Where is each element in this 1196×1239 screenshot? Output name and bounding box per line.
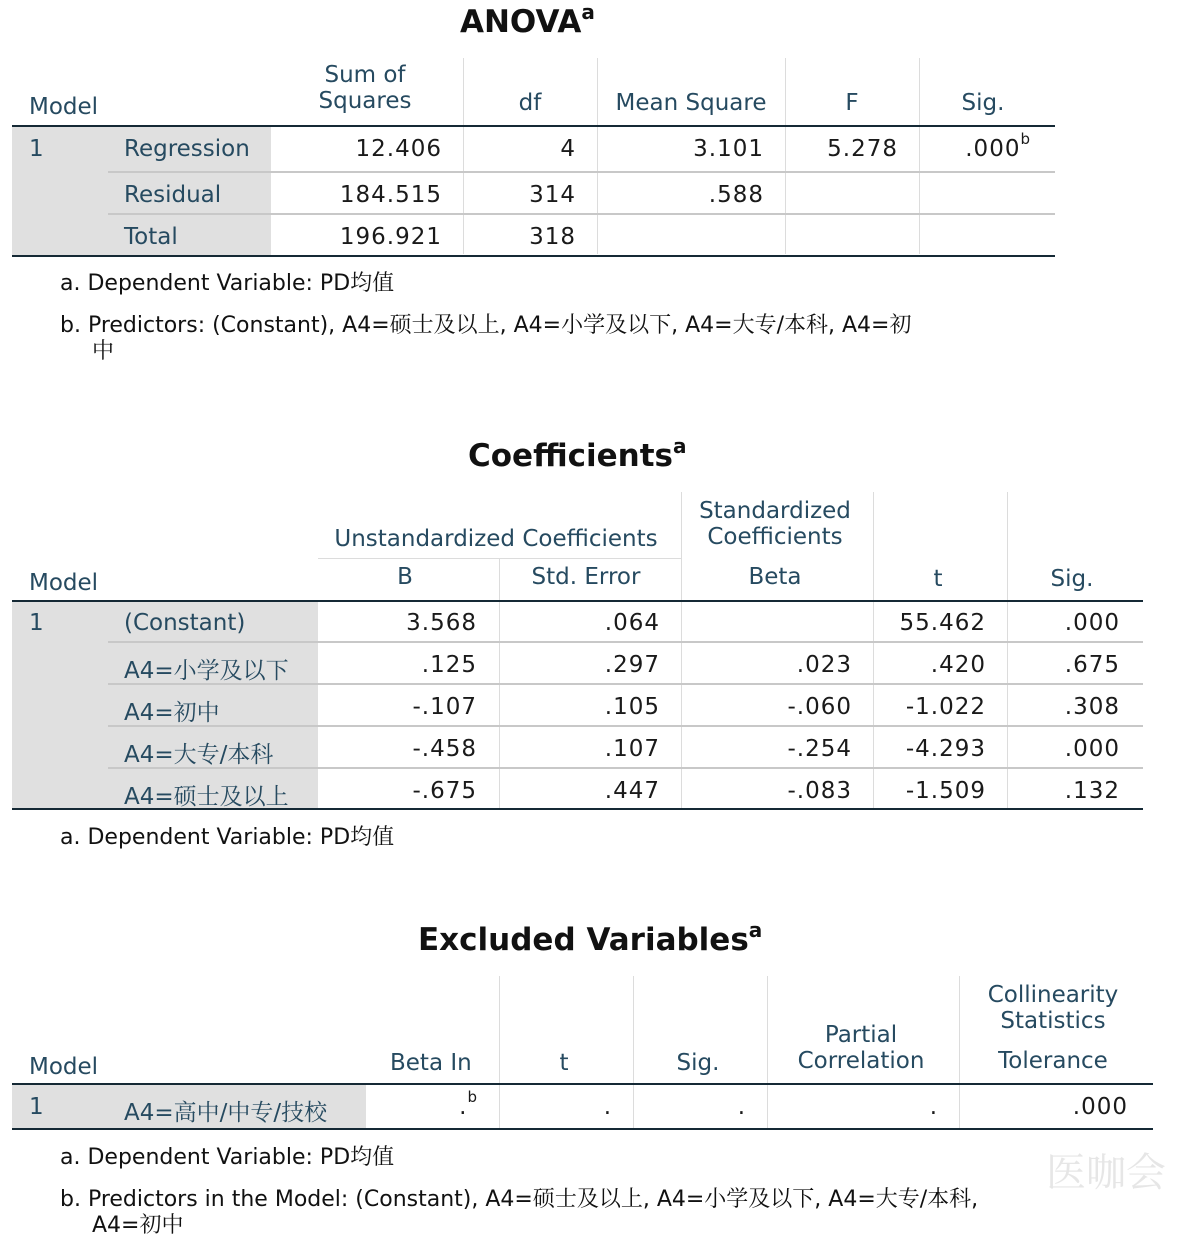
b-cell: -.107 <box>412 694 477 720</box>
std-error-cell: .105 <box>604 694 660 720</box>
std-error-cell: .447 <box>604 778 660 804</box>
f-cell: 5.278 <box>827 136 898 162</box>
coef-header-b: B <box>397 564 413 590</box>
watermark-logo: 医咖会 <box>1046 1150 1166 1196</box>
sig-cell: .308 <box>1064 694 1120 720</box>
sig-cell: .000 <box>1064 610 1120 636</box>
coef-header-unstandardized: Unstandardized Coefficients <box>334 526 658 552</box>
anova-model-number: 1 <box>29 136 44 162</box>
std-error-cell: .107 <box>604 736 660 762</box>
coef-header-model: Model <box>29 570 99 596</box>
beta-cell: .023 <box>796 652 852 678</box>
excl-header-sig: Sig. <box>676 1050 720 1076</box>
b-cell: 3.568 <box>406 610 477 636</box>
coefficients-title: Coefficients$^a$ <box>468 434 687 474</box>
row-label: Total <box>124 224 178 250</box>
sum-squares-cell: 12.406 <box>355 136 442 162</box>
row-label: (Constant) <box>124 610 246 636</box>
sig-cell: .675 <box>1064 652 1120 678</box>
beta-in-cell: .$^b$ <box>459 1088 477 1120</box>
beta-cell: -.060 <box>787 694 852 720</box>
anova-footnote-a: a. Dependent Variable: PD均值 <box>60 271 395 296</box>
anova-title: ANOVA$^a$ <box>460 0 595 40</box>
mean-square-cell: .588 <box>708 182 764 208</box>
anova-footnote-b: b. Predictors: (Constant), A4=硕士及以上, A4=小学及以下, A4=大专/本科, A4=初 <box>60 313 912 338</box>
tolerance-cell: .000 <box>1072 1094 1128 1120</box>
sig-cell: . <box>737 1094 746 1120</box>
coef-header-beta: Beta <box>748 564 802 590</box>
anova-header-f: F <box>845 90 859 116</box>
anova-footnote-b-cont: 中 <box>92 339 115 364</box>
t-cell: -4.293 <box>905 736 986 762</box>
excl-header-model: Model <box>29 1054 99 1080</box>
excl-footnote-b-cont: A4=初中 <box>92 1213 184 1238</box>
t-cell: 55.462 <box>899 610 986 636</box>
coef-header-std-error: Std. Error <box>531 564 641 590</box>
coef-header-t: t <box>933 566 943 592</box>
t-cell: .420 <box>930 652 986 678</box>
std-error-cell: .297 <box>604 652 660 678</box>
df-cell: 4 <box>560 136 576 162</box>
sum-squares-cell: 196.921 <box>339 224 442 250</box>
t-cell: -1.509 <box>905 778 986 804</box>
excl-header-beta-in: Beta In <box>390 1050 472 1076</box>
anova-header-df: df <box>518 90 542 116</box>
anova-header-model: Model <box>29 94 99 120</box>
excl-header-collinearity: Collinearity Statistics <box>987 982 1119 1034</box>
coef-header-standardized: Standardized Coefficients <box>699 498 851 550</box>
std-error-cell: .064 <box>604 610 660 636</box>
excl-header-tolerance: Tolerance <box>998 1048 1108 1074</box>
row-label: A4=大专/本科 <box>124 742 274 768</box>
sig-cell: .132 <box>1064 778 1120 804</box>
mean-square-cell: 3.101 <box>693 136 764 162</box>
row-label: A4=初中 <box>124 700 220 726</box>
excl-model-number: 1 <box>29 1094 44 1120</box>
anova-header-sig: Sig. <box>961 90 1005 116</box>
b-cell: -.458 <box>412 736 477 762</box>
row-label: A4=硕士及以上 <box>124 784 289 810</box>
excl-footnote-b: b. Predictors in the Model: (Constant), A4=硕士及以上, A4=小学及以下, A4=大专/本科, <box>60 1187 979 1212</box>
df-cell: 318 <box>529 224 576 250</box>
sum-squares-cell: 184.515 <box>339 182 442 208</box>
beta-cell: -.254 <box>787 736 852 762</box>
excl-footnote-a: a. Dependent Variable: PD均值 <box>60 1145 395 1170</box>
beta-cell: -.083 <box>787 778 852 804</box>
excl-header-partial-correlation: Partial Correlation <box>797 1022 925 1074</box>
anova-header-sum-squares: Sum of Squares <box>318 62 412 114</box>
b-cell: .125 <box>421 652 477 678</box>
row-label: Residual <box>124 182 222 208</box>
b-cell: -.675 <box>412 778 477 804</box>
sig-cell: .000 <box>1064 736 1120 762</box>
excl-header-t: t <box>559 1050 569 1076</box>
sig-cell: .000$^b$ <box>965 130 1030 162</box>
row-label: A4=小学及以下 <box>124 658 289 684</box>
excluded-title: Excluded Variables$^a$ <box>418 918 763 958</box>
partial-correlation-cell: . <box>929 1094 938 1120</box>
df-cell: 314 <box>529 182 576 208</box>
row-label: A4=高中/中专/技校 <box>124 1100 328 1126</box>
coef-footnote-a: a. Dependent Variable: PD均值 <box>60 825 395 850</box>
coef-header-sig: Sig. <box>1050 566 1094 592</box>
row-label: Regression <box>124 136 250 162</box>
t-cell: -1.022 <box>905 694 986 720</box>
coef-model-number: 1 <box>29 610 44 636</box>
t-cell: . <box>603 1094 612 1120</box>
anova-header-mean-square: Mean Square <box>615 90 767 116</box>
